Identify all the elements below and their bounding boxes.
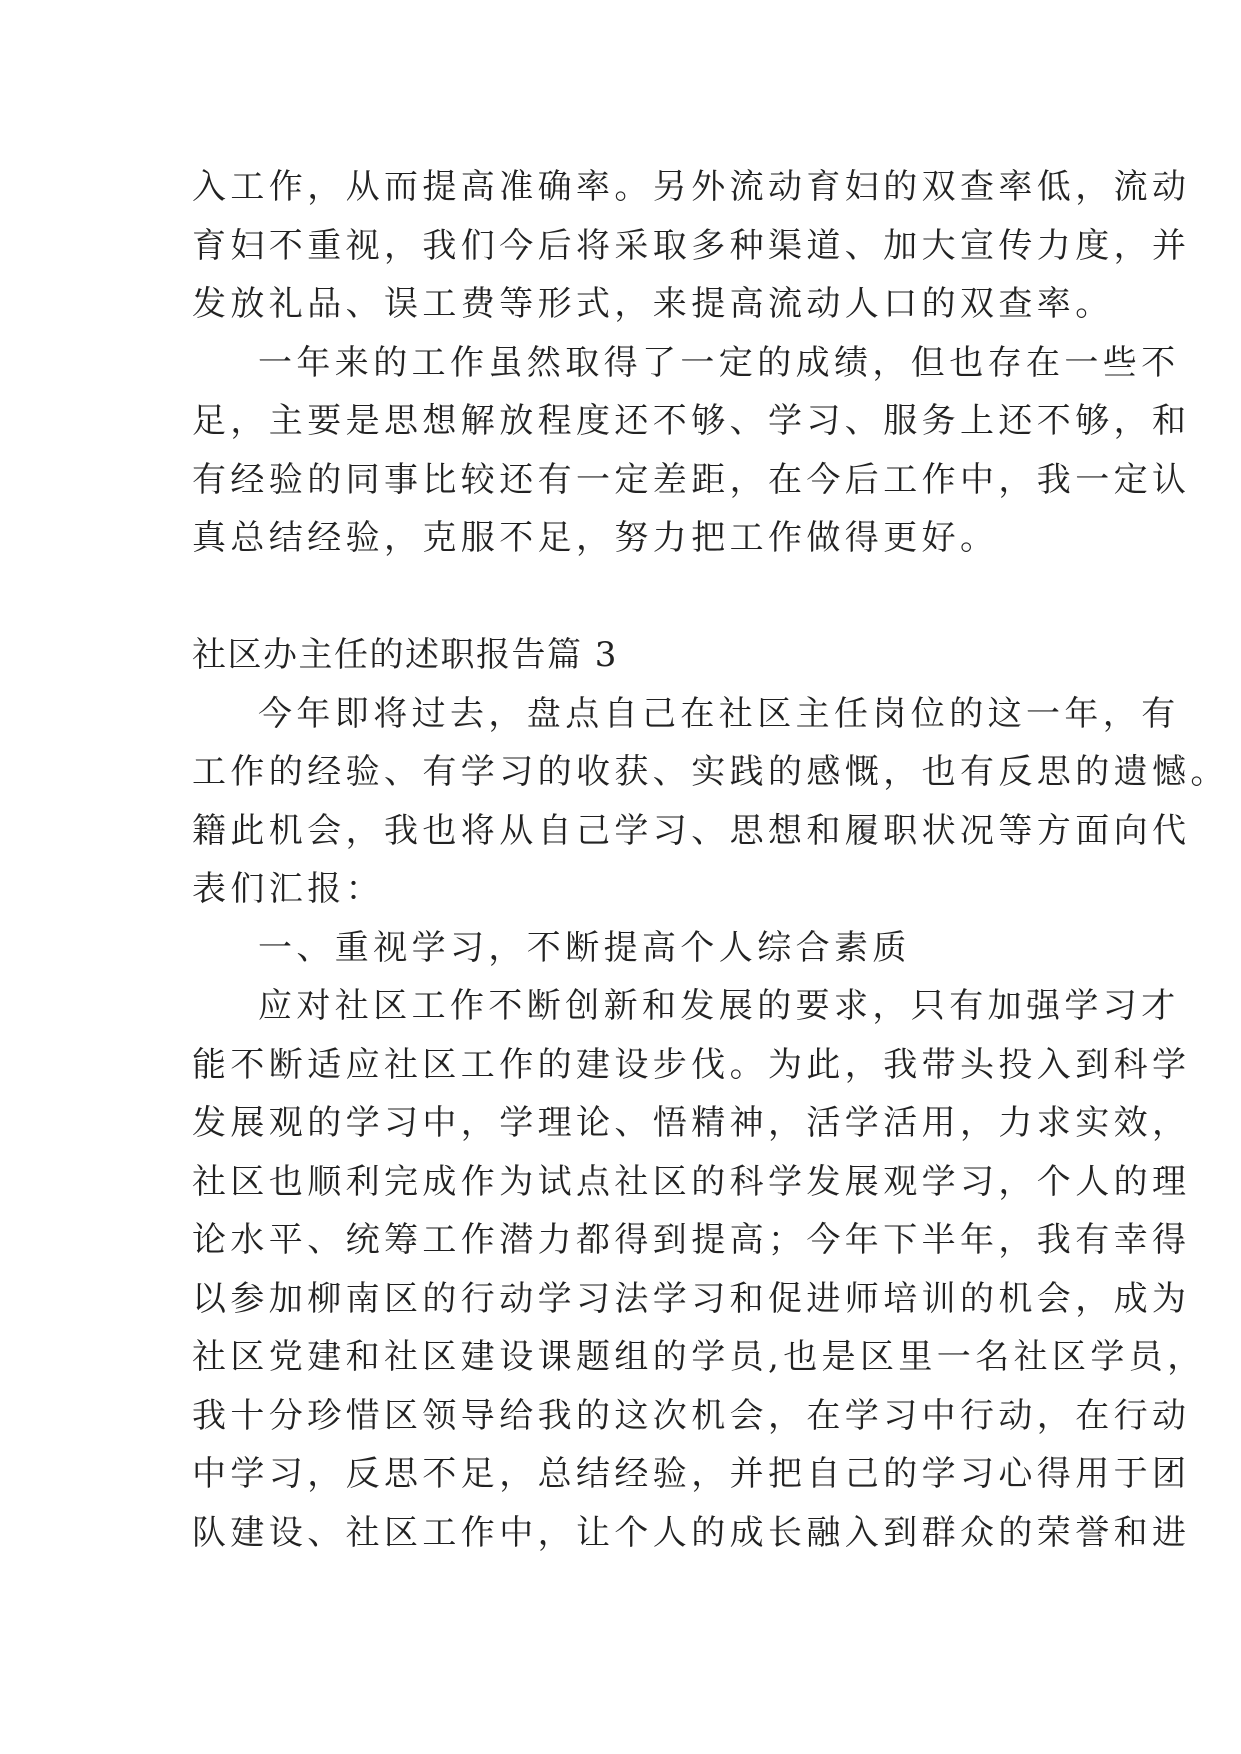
text-line: 以参加柳南区的行动学习法学习和促进师培训的机会，成为 [192,1278,1191,1319]
spacer [192,568,1048,627]
text-line: 工作的经验、有学习的收获、实践的感慨，也有反思的遗憾。 [192,752,1229,792]
text-line: 发放礼品、误工费等形式，来提高流动人口的双查率。 [192,284,1114,324]
paragraph-2 [192,334,1191,568]
text-line: 应对社区工作不断创新和发展的要求，只有加强学习才 [258,986,1180,1026]
text-line: 中学习，反思不足，总结经验，并把自己的学习心得用于团 [192,1454,1191,1494]
document-body [192,158,1229,1562]
text-line: 有经验的同事比较还有一定差距，在今后工作中，我一定认 [192,459,1191,500]
text-line: 表们汇报： [192,869,384,909]
text-line: 真总结经验，克服不足，努力把工作做得更好。 [192,518,999,558]
paragraph-4 [192,977,1206,1562]
text-line: 籍此机会，我也将从自己学习、思想和履职状况等方面向代 [192,810,1191,851]
section-heading: 社区办主任的述职报告篇 3 [192,635,618,675]
text-line: 入工作，从而提高准确率。另外流动育妇的双查率低，流动 [192,167,1191,207]
text-line: 今年即将过去，盘点自己在社区主任岗位的这一年，有 [258,693,1180,734]
paragraph-1 [192,158,1191,334]
text-line: 社区党建和社区建设课题组的学员,也是区里一名社区学员， [192,1337,1206,1377]
text-line: 育妇不重视，我们今后将采取多种渠道、加大宣传力度，并 [192,225,1191,266]
paragraph-3 [192,685,1229,919]
subheading: 一、重视学习，不断提高个人综合素质 [258,927,911,968]
text-line: 能不断适应社区工作的建设步伐。为此，我带头投入到科学 [192,1044,1191,1085]
text-line: 队建设、社区工作中，让个人的成长融入到群众的荣誉和进 [192,1512,1191,1553]
text-line: 我十分珍惜区领导给我的这次机会，在学习中行动，在行动 [192,1395,1191,1436]
text-line: 发展观的学习中，学理论、悟精神，活学活用，力求实效， [192,1103,1191,1143]
text-line: 一年来的工作虽然取得了一定的成绩，但也存在一些不 [258,342,1180,383]
text-line: 足，主要是思想解放程度还不够、学习、服务上还不够，和 [192,401,1191,441]
text-line: 论水平、统筹工作潜力都得到提高；今年下半年，我有幸得 [192,1220,1191,1260]
text-line: 社区也顺利完成作为试点社区的科学发展观学习，个人的理 [192,1161,1191,1202]
